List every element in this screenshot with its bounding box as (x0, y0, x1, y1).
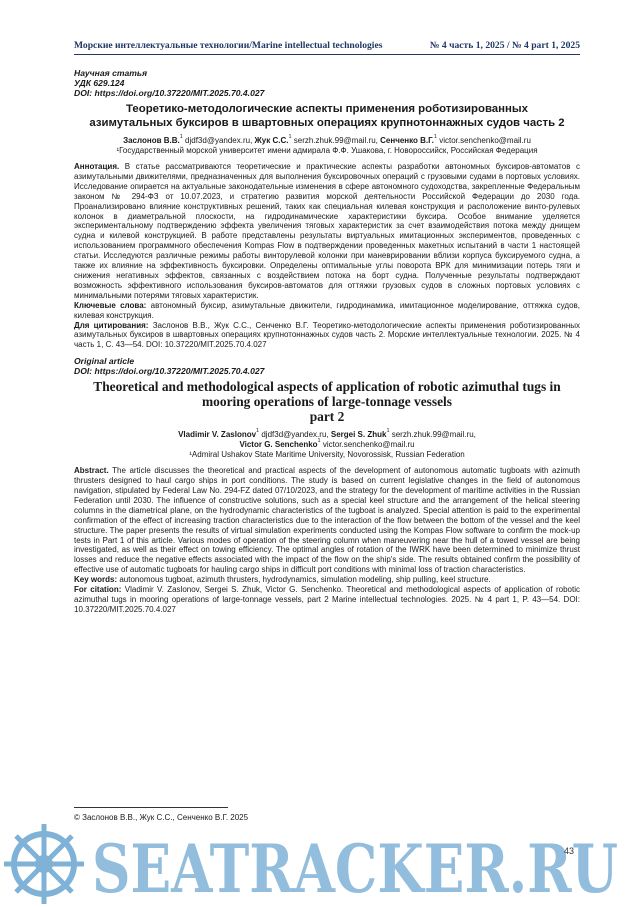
citation-ru: Для цитирования: Заслонов В.В., Жук С.С., Сенченко В.Г. Теоретико-методологические аспекты применения роботизированных азимутальных буксиров в швартовных операциях крупнотоннажных судов часть 2. Морские интеллектуальные технологии. 2025. № 4 часть 1, С. 43—54. DOI: 10.37220/MIT.2025.70.4.027 (74, 320, 580, 350)
author-name: Sergei S. Zhuk (330, 430, 387, 440)
watermark (0, 818, 636, 907)
affiliation-en: ¹Admiral Ushakov State Maritime University, Novorossisk, Russian Federation (189, 450, 465, 460)
article-body (74, 68, 580, 615)
abstract-en: Abstract. The article discusses the theoretical and practical aspects of the development of autonomous automatic tugboats with azimuth thrusters designed to haul cargo ships in port conditions. The study is based on current legislative changes in the field of autonomous navigation, stipulated by Federal Law No. 294-FZ dated 07/10/2023, and the strategy for the development of maritime activities in the Russian Federation until 2030. The influence of constructive solutions, such as a special keel structure and the arrangement of the helical steering columns in the diametrical plane, on the hydrodynamic characteristics of the tugboat is analyzed. Special attention is paid to the experimental confirmation of the effect of increasing traction characteristics due to the interaction of the flow between the bottom of the vessel and the keel structure. The paper presents the results of virtual simulation experiments conducted using the Kompas Flow software to confirm the mock-up tests in Part 1 of this article. Various modes of operation of the steering column when maneuvering near the hull of a towed vessel are being investigated, as well as their effect on towing efficiency. The optimal angles of rotation of the IWRK have been determined to minimize thrust losses and reduce the negative effects associated with the impact of the flow on the ship's side. The results obtained confirm the possibility of effective use of automatic tugboats for hauling cargo ships in difficult port conditions with minimal loss of traction characteristics. (74, 466, 581, 575)
udk: УДК 629.124 (74, 78, 125, 88)
page-number: 43 (564, 846, 575, 856)
title-en-main: Theoretical and methodological aspects of application of robotic azimuthal tugs in mooring operations of large-tonnage vessels (93, 379, 561, 410)
article-type-ru: Научная статья (74, 68, 148, 78)
copyright-footnote: © Заслонов В.В., Жук С.С., Сенченко В.Г. 2025 (74, 813, 249, 822)
affiliation-ru: ¹Государственный морской университет имени адмирала Ф.Ф. Ушакова, г. Новороссийск, Российская Федерация (116, 146, 538, 155)
author-email[interactable]: victor.senchenko@mail.ru (439, 136, 531, 145)
author-email[interactable]: serzh.zhuk.99@mail.ru, (391, 430, 476, 440)
header-divider (74, 54, 580, 55)
article-type-en: Original article (74, 356, 135, 367)
author-name: Victor G. Senchenko (239, 440, 318, 450)
watermark-text: SEATRACKER.RU (92, 830, 618, 907)
footnote-divider (74, 807, 228, 808)
author-name: Vladimir V. Zaslonov (178, 430, 257, 440)
ship-wheel-icon (4, 824, 84, 904)
issue-info: № 4 часть 1, 2025 / № 4 part 1, 2025 (429, 40, 580, 51)
doi-en[interactable]: DOI: https://doi.org/10.37220/MIT.2025.70.4.027 (74, 366, 265, 377)
citation-en: For citation: Vladimir V. Zaslonov, Sergei S. Zhuk, Victor G. Senchenko. Theoretical and methodological aspects of application of robotic azimuthal tugs in mooring operations of large-tonnage vessels, part 2 Marine intellectual technologies. 2025. № 4 part 1, P. 43—54. DOI: 10.37220/MIT.2025.70.4.027 (74, 585, 580, 614)
author-email[interactable]: djdf3d@yandex.ru, (261, 430, 329, 440)
author-name: Жук С.С. (254, 136, 289, 145)
author-name: Сенченко В.Г. (380, 136, 434, 145)
running-header (74, 40, 580, 54)
author-email[interactable]: victor.senchenko@mail.ru (322, 440, 415, 450)
keywords-en: Key words: autonomous tugboat, azimuth thrusters, hydrodynamics, simulation modeling, ship pulling, keel structure. (74, 575, 491, 585)
journal-name: Морские интеллектуальные технологии/Marine intellectual technologies (74, 40, 383, 51)
title-en (84, 379, 570, 424)
author-email[interactable]: djdf3d@yandex.ru, (185, 136, 253, 145)
keywords-ru: Ключевые слова: автономный буксир, азимутальные движители, гидродинамика, имитационное моделирование, оттяжка судов, килевая конструкция. (74, 300, 580, 320)
author-name: Заслонов В.В. (123, 136, 180, 145)
title-en-part: part 2 (309, 409, 345, 425)
authors-ru: Заслонов В.В.$^1$ djdf3d@yandex.ru, Жук С.С.$^1$ serzh.zhuk.99@mail.ru, Сенченко В.Г.$^1$ victor.senchenko@mail.ru (123, 134, 531, 145)
doi-ru[interactable]: DOI: https://doi.org/10.37220/MIT.2025.70.4.027 (74, 88, 265, 98)
authors-en: Vladimir V. Zaslonov$^1$ djdf3d@yandex.ru, Sergei S. Zhuk$^1$ serzh.zhuk.99@mail.ru, Victor G. Senchenko$^1$ victor.senchenko@mail.ru (178, 428, 476, 450)
title-ru: Теоретико-методологические аспекты применения роботизированных азимутальных буксиров в швартовных операциях крупнотоннажных судов часть 2 (89, 103, 565, 129)
author-email[interactable]: serzh.zhuk.99@mail.ru, (293, 136, 378, 145)
abstract-ru: Аннотация. В статье рассматриваются теоретические и практические аспекты разработки автономных буксиров-автоматов с азимутальными движителями, предназначенных для выполнения буксировочных операций с грузовыми судами в портовых условиях. Исследование опирается на актуальные законодательные изменения в сфере автономного судоходства, закрепленные Федеральным законом № 294-ФЗ от 10.07.2023, и стратегию развития морской деятельности Российской Федерации до 2030 года. Проанализировано влияние конструктивных решений, таких как специальная килевая конструкция и расположение винто-рулевых колонок в диаметральной плоскости, на гидродинамические характеристики буксира. Особое внимание уделяется экспериментальному подтверждению эффекта увеличения тяговых характеристик за счет взаимодействия потока между днищем судна и килевой конструкцией. В работе представлены результаты виртуальных имитационных экспериментов, проведенных с использованием программного обеспечения Kompas Flow в подтверждении проведенных макетных испытаний в части 1 настоящей статьи. Исследуются различные режимы работы винторулевой колонки при маневрировании вблизи корпуса буксируемого судна, а также их влияние на эффективность буксировки. Определены оптимальные углы поворота ВРК для минимизации потерь тяги и снижения негативных эффектов, связанных с воздействием потока на борт судна. Полученные результаты подтверждают возможность эффективного использования буксиров-автоматов для оттяжки грузовых судов в сложных портовых условиях с минимальными потерями тяговых характеристик. (74, 162, 580, 300)
